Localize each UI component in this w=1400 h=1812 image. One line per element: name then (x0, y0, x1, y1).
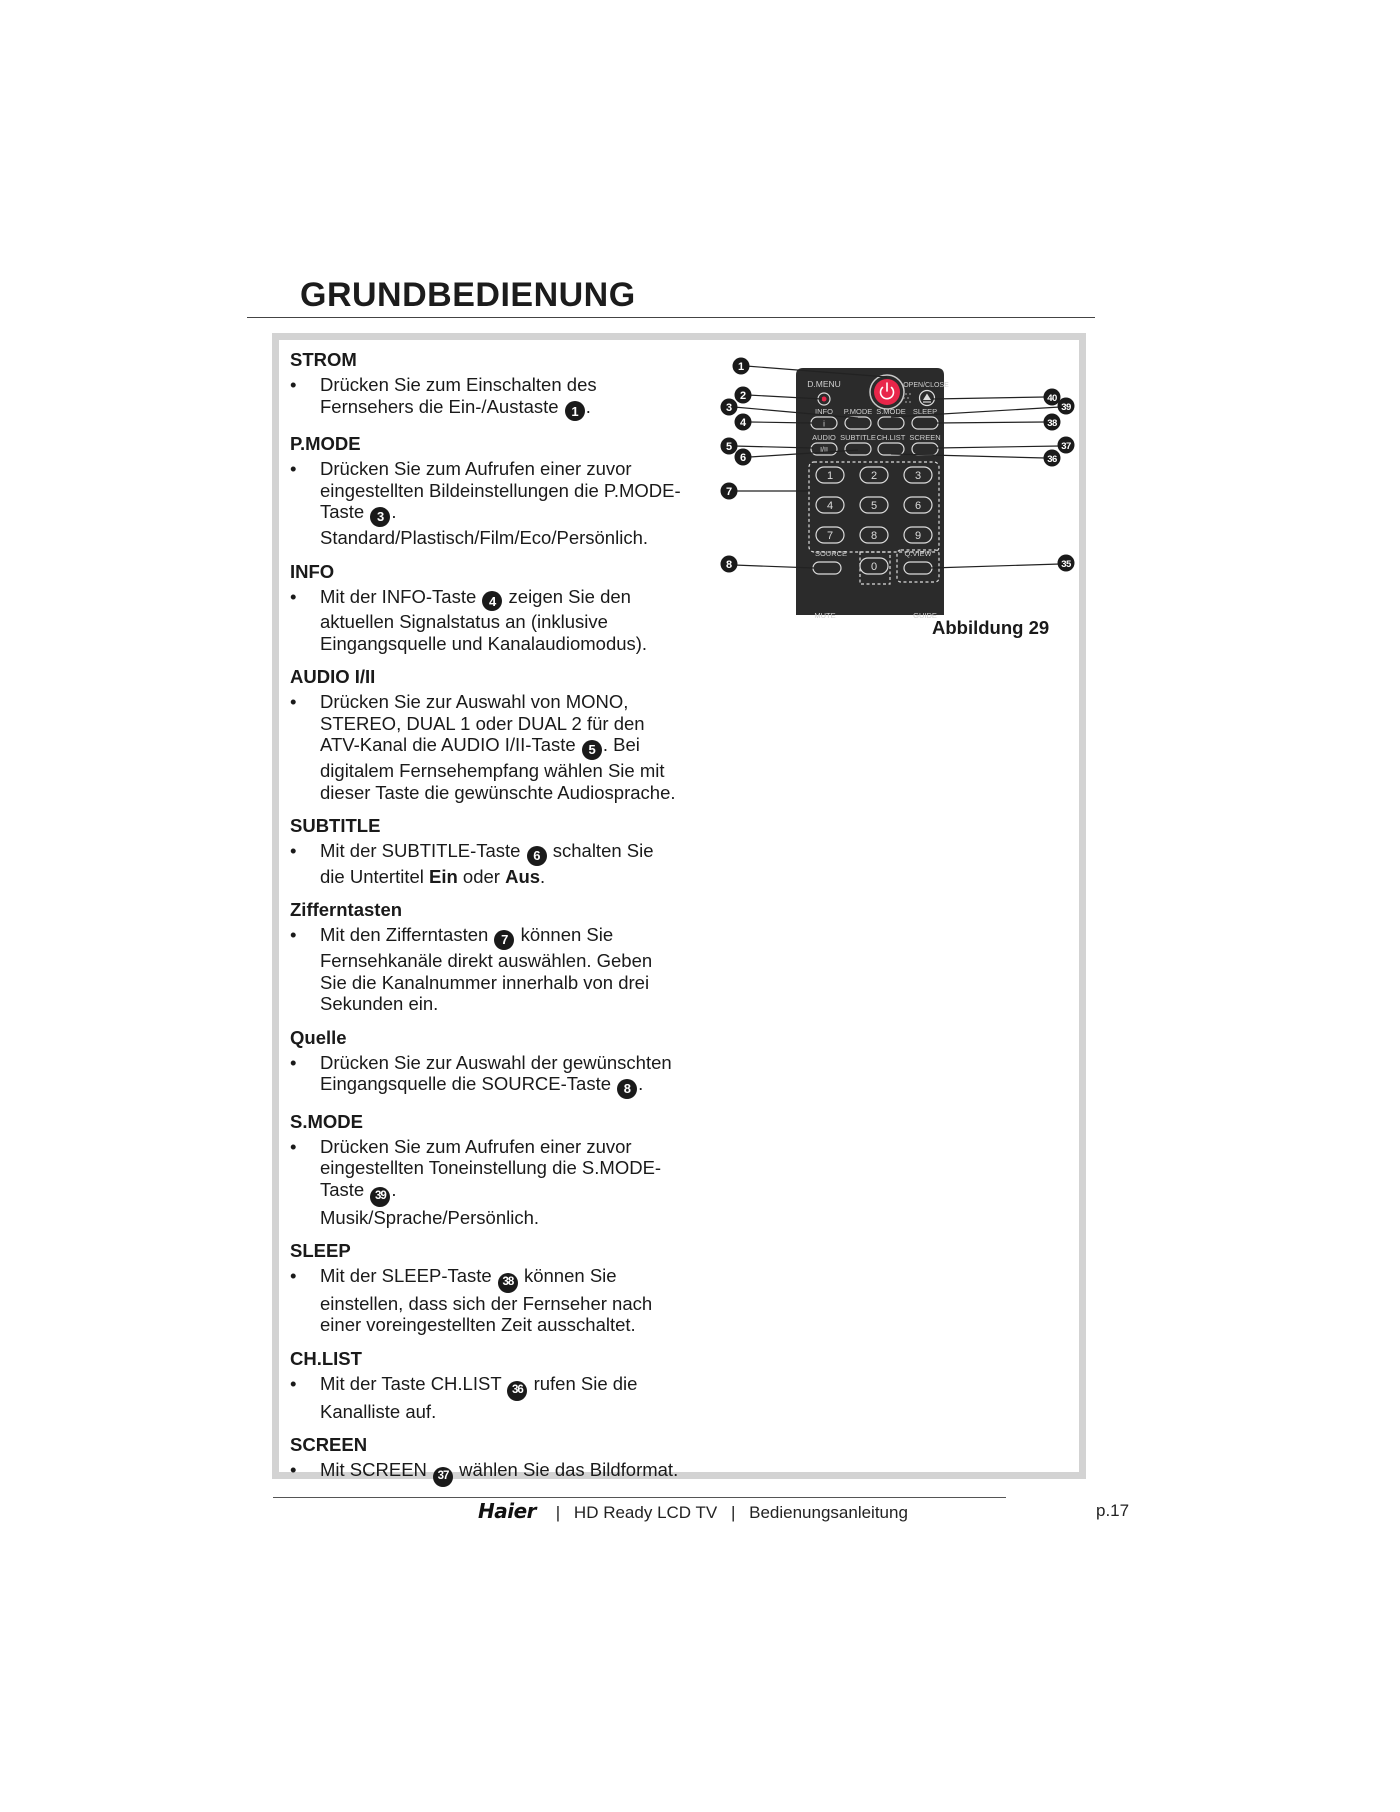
digit-label: 8 (870, 530, 878, 542)
text-segment: Drücken Sie zur Auswahl der gewünschten (320, 1051, 672, 1073)
text-segment: Fernsehkanäle direkt auswählen. Geben (320, 950, 653, 971)
text-segment: Mit der INFO-Taste (320, 585, 482, 607)
text-line (320, 760, 730, 782)
callout-label: 37 (1061, 441, 1071, 452)
callout-number-badge: 8 (617, 1079, 637, 1099)
text-line (320, 1314, 730, 1336)
digit-label: 4 (826, 500, 834, 512)
text-segment: können Sie (515, 924, 614, 946)
text-segment: einer voreingestellten Zeit ausschaltet. (320, 1314, 636, 1336)
text-segment: Taste (320, 1178, 370, 1200)
text-segment: rufen Sie die (528, 1372, 638, 1394)
text-segment: Fernsehers die Ein-/Austaste (320, 395, 564, 417)
text-line (320, 633, 730, 655)
text-line (320, 950, 730, 972)
text-segment: Standard/Plastisch/Film/Eco/Persönlich. (320, 527, 648, 548)
callout-label: 2 (739, 390, 747, 402)
label-guide: GUIDE (913, 611, 937, 620)
text-line (320, 993, 730, 1015)
text-segment: oder (457, 865, 506, 887)
section-audio-i-ii (290, 665, 730, 803)
text-segment: . (391, 1178, 397, 1200)
text-line (320, 1293, 730, 1315)
section-quelle (290, 1026, 730, 1099)
text-segment: . (391, 501, 397, 523)
callout-number-badge: 3 (370, 507, 390, 527)
text-segment: Sie die Kanalnummer innerhalb von drei (320, 971, 650, 993)
text-segment: schalten Sie (547, 840, 654, 861)
bullet-item (290, 1373, 730, 1422)
text-line (320, 479, 733, 502)
source-button (813, 562, 841, 574)
label-openclose: OPEN/CLOSE (903, 382, 949, 389)
instructions-column (290, 348, 733, 1498)
title-divider (247, 317, 1095, 318)
text-segment: eingestellten Bildeinstellungen die P.MODE- (320, 479, 681, 501)
sleep-button (912, 417, 938, 429)
callout-label: 5 (725, 441, 733, 453)
callout-number-badge: 38 (498, 1273, 518, 1293)
text-segment: Mit der SLEEP-Taste (320, 1265, 497, 1286)
callout-number-badge: 6 (527, 846, 547, 866)
footer-product: HD Ready LCD TV (573, 1503, 718, 1522)
callout-number-badge: 1 (565, 401, 585, 421)
section-heading: S.MODE (290, 1110, 363, 1132)
digit-label: 6 (914, 500, 922, 512)
callout-label: 39 (1061, 402, 1071, 413)
page-title: GRUNDBEDIENUNG (300, 276, 636, 314)
text-segment: können Sie (518, 1265, 617, 1286)
smode-button (878, 417, 904, 429)
callout-label: 40 (1047, 393, 1057, 404)
text-line (320, 395, 733, 422)
text-line (320, 586, 730, 612)
footer-separator: | (555, 1503, 561, 1522)
text-segment: Eingangsquelle und Kanalaudiomodus). (320, 632, 648, 654)
label-qview: Q.VIEW (904, 549, 932, 558)
text-segment: Eingangsquelle die SOURCE-Taste (320, 1073, 617, 1094)
digit-label: 1 (826, 470, 834, 482)
label-chlist: CH.LIST (876, 433, 906, 442)
text-segment: aktuellen Signalstatus an (inklusive (320, 611, 608, 633)
section-heading: STROM (290, 349, 357, 370)
text-segment: Drücken Sie zum Einschalten des (320, 374, 597, 395)
text-segment: die Untertitel (320, 865, 429, 887)
callout-number-badge: 37 (433, 1467, 453, 1487)
text-segment: Mit SCREEN (320, 1459, 433, 1480)
section-heading: INFO (290, 560, 335, 582)
text-segment: Sekunden ein. (320, 993, 439, 1014)
text-line (320, 1207, 730, 1229)
bullet-item (290, 1052, 730, 1099)
label-dmenu: D.MENU (807, 379, 841, 389)
section-heading: SLEEP (290, 1240, 351, 1261)
text-line (320, 782, 730, 804)
text-line (320, 734, 730, 760)
footer-doc: Bedienungsanleitung (749, 1503, 908, 1522)
section-screen (290, 1433, 730, 1487)
text-line (320, 611, 730, 633)
bullet-item (290, 840, 730, 887)
text-line (320, 458, 730, 480)
bullet-item (290, 1459, 730, 1487)
text-line (320, 1052, 730, 1074)
text-segment: . (585, 395, 591, 417)
remote-body (796, 368, 944, 615)
section-subtitle (290, 814, 730, 887)
section-p-mode (290, 432, 733, 548)
text-line (320, 1179, 730, 1207)
text-segment: Kanalliste auf. (320, 1400, 437, 1422)
label-subtitle: SUBTITLE (840, 433, 876, 442)
bullet-item (290, 1265, 730, 1336)
text-line (320, 1157, 730, 1179)
callout-label: 1 (737, 361, 745, 373)
digit-label: 7 (826, 530, 834, 542)
callout-label: 6 (739, 452, 747, 464)
info-button-glyph: i (823, 419, 825, 429)
text-line (320, 840, 730, 866)
figure-caption: Abbildung 29 (932, 617, 1050, 638)
text-segment: Mit der SUBTITLE-Taste (320, 840, 526, 861)
bullet-mark: • (290, 924, 297, 946)
text-line (320, 1459, 730, 1487)
digit-label: 2 (870, 470, 878, 482)
text-segment: Mit den Zifferntasten (320, 924, 494, 946)
section-heading: SUBTITLE (290, 815, 381, 836)
text-line (320, 972, 730, 994)
text-segment: wählen Sie das Bildformat. (454, 1459, 679, 1480)
label-source: SOURCE (814, 549, 848, 558)
label-sleep: SLEEP (912, 407, 938, 416)
text-line (320, 501, 730, 527)
digit-label: 0 (870, 561, 878, 573)
section-info (290, 559, 733, 655)
text-line (320, 866, 730, 888)
text-segment: Drücken Sie zum Aufrufen einer zuvor (320, 458, 632, 480)
text-segment: ATV-Kanal die AUDIO I/II-Taste (320, 734, 581, 756)
text-segment: . Bei (602, 734, 640, 756)
text-segment: Drücken Sie zum Aufrufen einer zuvor (320, 1135, 632, 1157)
section-heading: SCREEN (290, 1434, 368, 1455)
chlist-button (878, 443, 904, 455)
callout-number-badge: 5 (582, 740, 602, 760)
qview-button (904, 562, 932, 574)
text-line (320, 924, 730, 950)
footer-separator: | (730, 1503, 736, 1522)
haier-logo: Haier (478, 1499, 537, 1523)
section-s-mode (290, 1110, 730, 1228)
bold-text: Ein (429, 865, 458, 887)
screen-button (912, 443, 938, 455)
footer-info (478, 1496, 908, 1528)
section-strom (290, 348, 733, 421)
text-segment: Musik/Sprache/Persönlich. (320, 1206, 540, 1228)
text-segment: . (540, 865, 546, 887)
page-footer (0, 1496, 1400, 1526)
bullet-mark: • (290, 374, 297, 395)
text-segment: Taste (320, 501, 370, 523)
callout-number-badge: 39 (370, 1187, 390, 1207)
section-heading: Quelle (290, 1026, 347, 1048)
bullet-mark: • (290, 458, 297, 480)
callout-label: 3 (725, 402, 733, 414)
digit-label: 3 (914, 470, 922, 482)
text-line (320, 691, 730, 713)
text-segment: dieser Taste die gewünschte Audiosprache. (320, 781, 676, 803)
section-sleep (290, 1239, 730, 1336)
label-screen: SCREEN (909, 433, 941, 442)
bullet-item (290, 1136, 730, 1228)
remote-control-figure (700, 350, 1080, 650)
callout-label: 8 (725, 559, 733, 571)
callout-label: 38 (1047, 418, 1057, 429)
text-line (320, 1401, 730, 1423)
section-ch-list (290, 1347, 730, 1422)
section-heading: CH.LIST (290, 1347, 362, 1369)
bullet-item (290, 586, 730, 655)
callout-label: 36 (1047, 454, 1057, 465)
bullet-item (290, 458, 733, 548)
section-zifferntasten (290, 898, 730, 1014)
text-line (320, 1073, 730, 1099)
bullet-mark: • (290, 1459, 297, 1480)
text-segment: zeigen Sie den (503, 585, 631, 607)
label-smode: S.MODE (876, 407, 906, 416)
dmenu-dot (822, 397, 827, 402)
page-number: p.17 (1096, 1501, 1130, 1520)
bullet-mark: • (290, 840, 297, 861)
text-segment: Drücken Sie zur Auswahl von MONO, (320, 691, 629, 713)
label-pmode: P.MODE (843, 407, 873, 416)
subtitle-button (845, 443, 871, 455)
text-line (320, 374, 730, 396)
bullet-item (290, 374, 733, 421)
bullet-mark: • (290, 1135, 297, 1157)
audio-button-glyph: I/II (820, 447, 828, 454)
callout-number-badge: 4 (482, 591, 502, 611)
pmode-button (845, 417, 871, 429)
text-line (320, 1373, 730, 1401)
text-line (320, 1136, 730, 1158)
callout-number-badge: 36 (507, 1381, 527, 1401)
text-line (320, 1265, 730, 1293)
bullet-mark: • (290, 1051, 297, 1073)
label-audio: AUDIO (812, 433, 836, 442)
section-heading: Zifferntasten (290, 899, 403, 921)
text-segment: STEREO, DUAL 1 oder DUAL 2 für den (320, 712, 645, 734)
label-info: INFO (815, 407, 833, 416)
label-mute: MUTE (814, 611, 836, 620)
bold-text: Aus (505, 865, 541, 887)
bullet-item (290, 691, 730, 803)
text-segment: einstellen, dass sich der Fernseher nach (320, 1292, 653, 1314)
callout-number-badge: 7 (494, 930, 514, 950)
callout-label: 7 (725, 486, 733, 498)
text-line (320, 527, 730, 549)
bullet-mark: • (290, 1372, 297, 1394)
bullet-item (290, 924, 730, 1014)
text-line (320, 713, 730, 735)
bullet-mark: • (290, 691, 297, 713)
text-segment: Mit der Taste CH.LIST (320, 1372, 507, 1394)
callout-label: 35 (1061, 559, 1071, 570)
bullet-mark: • (290, 585, 297, 607)
text-segment: digitalem Fernsehempfang wählen Sie mit (320, 760, 665, 781)
section-heading: AUDIO I/II (290, 666, 376, 688)
callout-label: 4 (739, 417, 747, 429)
text-segment: eingestellten Toneinstellung die S.MODE- (320, 1157, 662, 1179)
bullet-mark: • (290, 1265, 297, 1286)
text-segment: . (638, 1073, 644, 1094)
section-heading: P.MODE (290, 433, 361, 455)
digit-label: 5 (870, 500, 878, 512)
digit-label: 9 (914, 530, 922, 542)
